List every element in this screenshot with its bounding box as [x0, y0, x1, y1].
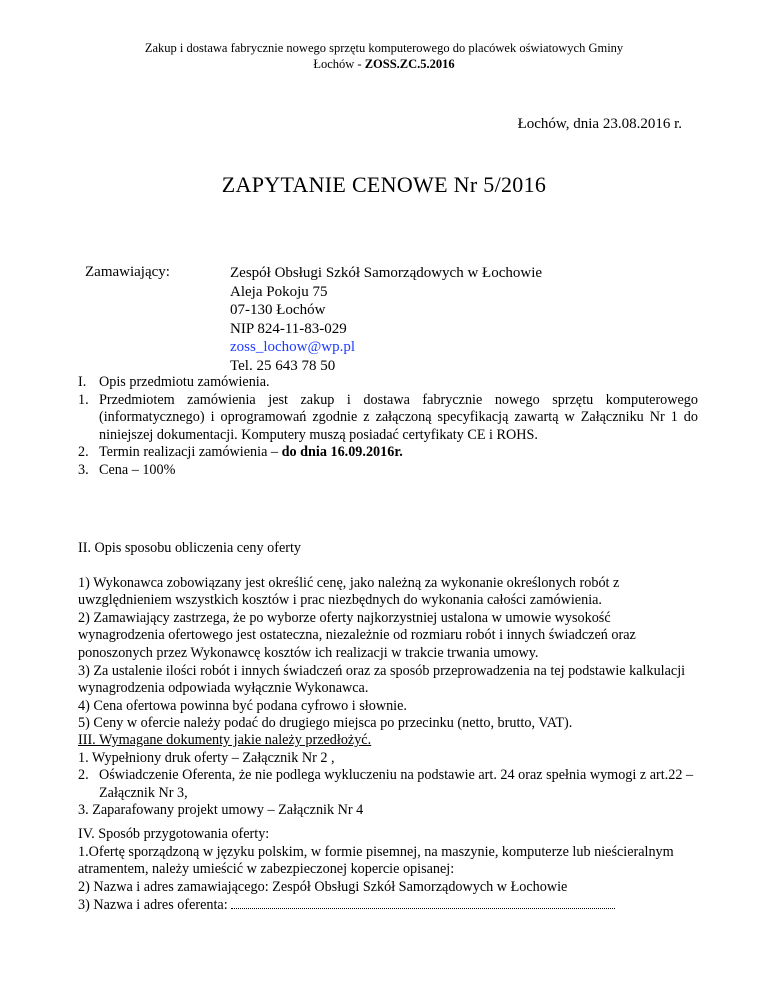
buyer-label: Zamawiający: [85, 264, 170, 280]
section-4-paragraph-1: 1.Ofertę sporządzoną w języku polskim, w formie pisemnej, na maszynie, komputerze lub nieścieralnym atramentem, należy umieścić w zabezpieczonej kopercie opisanej: [78, 843, 674, 878]
header-line-2: Łochów - ZOSS.ZC.5.2016 [313, 57, 455, 71]
buyer-phone: Tel. 25 643 78 50 [230, 357, 336, 374]
section-3 [78, 732, 698, 820]
buyer-details [230, 264, 542, 375]
buyer-street: Aleja Pokoju 75 [230, 283, 328, 300]
section-2-paragraph-5: 5) Ceny w ofercie należy podać do drugiego miejsca po przecinku (netto, brutto, VAT). [78, 715, 573, 732]
section-2 [78, 540, 698, 733]
section-2-heading: II. Opis sposobu obliczenia ceny oferty [78, 540, 301, 556]
section-2-paragraph-4: 4) Cena ofertowa powinna być podana cyfrowo i słownie. [78, 697, 407, 714]
section-2-paragraph-3: 3) Za ustalenie ilości robót i innych świadczeń oraz za sposób przeprowadzenia na tej podstawie kalkulacji wynagrodzenia odpowiada wyłącznie Wykonawca. [78, 662, 686, 697]
section-1-heading: I. Opis przedmiotu zamówienia. [78, 374, 270, 390]
section-3-item-3: 3. Zaparafowany projekt umowy – Załącznik Nr 4 [78, 802, 364, 819]
section-3-item-2: 2. Oświadczenie Oferenta, że nie podlega wykluczeniu na podstawie art. 24 oraz spełnia wymogi z art.22 – Załącznik Nr 3, [78, 767, 694, 801]
header-ref: ZOSS.ZC.5.2016 [364, 57, 455, 71]
section-2-paragraph-2: 2) Zamawiający zastrzega, że po wyborze oferty najkorzystniej ustalona w umowie wysokość wynagrodzenia ofertowego jest ostateczna, niezależnie od rozmiaru robót i innych świadczeń oraz ponoszonych przez Wykonawcę kosztów ich realizacji w trakcie trwania umowy. [78, 609, 636, 661]
section-1 [78, 374, 698, 480]
section-4 [78, 826, 698, 915]
section-1-item-3: 3. Cena – 100% [78, 461, 176, 478]
document-date: Łochów, dnia 23.08.2016 r. [517, 116, 682, 132]
section-1-item-1: 1. Przedmiotem zamówienia jest zakup i dostawa fabrycznie nowego sprzętu komputerowego (informatycznego) i oprogramowań zgodnie z załączoną specyfikacją zawartą w Załączniku Nr 1 do niniejszej dokumentacji. Komputery muszą posiadać certyfikaty CE i ROHS. [78, 391, 698, 443]
section-4-paragraph-3: 3) Nazwa i adres oferenta: [78, 896, 698, 915]
document-title: ZAPYTANIE CENOWE Nr 5/2016 [221, 172, 547, 197]
bidder-address-blank-line [231, 896, 615, 909]
section-4-heading: IV. Sposób przygotowania oferty: [78, 826, 270, 842]
deadline-value: do dnia 16.09.2016r. [281, 444, 403, 461]
section-3-heading: III. Wymagane dokumenty jakie należy przedłożyć. [78, 732, 372, 748]
buyer-email-link[interactable]: zoss_lochow@wp.pl [230, 339, 356, 355]
section-1-item-2: 2. Termin realizacji zamówienia – do dnia 16.09.2016r. [78, 444, 403, 461]
section-2-paragraph-1: 1) Wykonawca zobowiązany jest określić cenę, jako należną za wykonanie określonych robót z uwzględnieniem wszystkich kosztów i prac niezbędnych do wykonania całości zamówienia. [78, 574, 620, 609]
section-4-paragraph-2: 2) Nazwa i adres zamawiającego: Zespół Obsługi Szkół Samorządowych w Łochowie [78, 878, 568, 895]
section-3-item-1: 1. Wypełniony druk oferty – Załącznik Nr 2 , [78, 749, 335, 766]
buyer-city: 07-130 Łochów [230, 302, 326, 318]
buyer-name: Zespół Obsługi Szkół Samorządowych w Łochowie [230, 265, 543, 281]
header-line-1: Zakup i dostawa fabrycznie nowego sprzętu komputerowego do placówek oświatowych Gminy [144, 41, 624, 55]
page-header [0, 40, 768, 72]
buyer-nip: NIP 824-11-83-029 [230, 320, 347, 337]
